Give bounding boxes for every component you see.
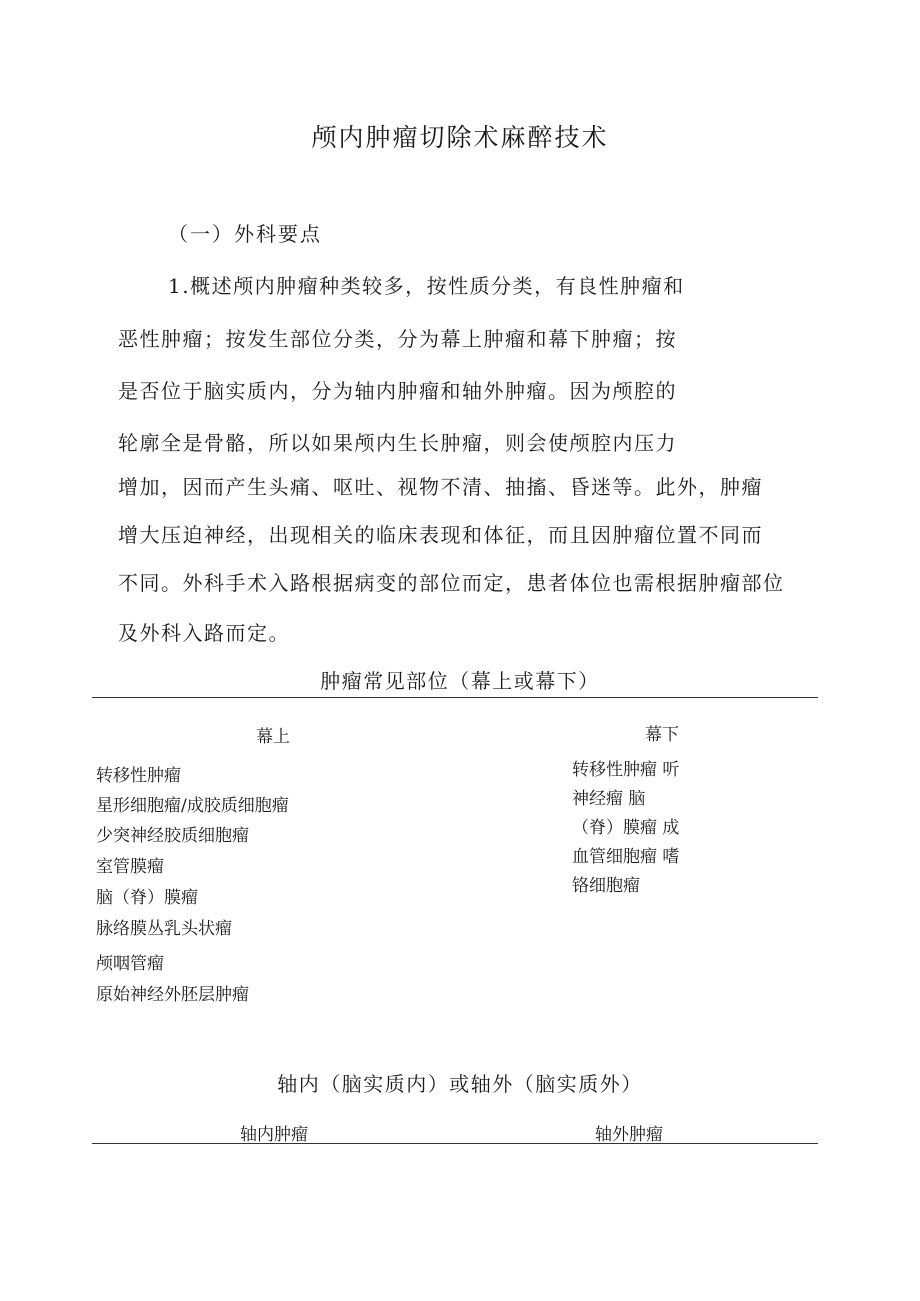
paragraph-line: 轮廓全是骨骼，所以如果颅内生长肿瘤，则会使颅腔内压力 (118, 431, 677, 455)
table1-caption: 肿瘤常见部位（幕上或幕下） (320, 669, 600, 693)
paragraph-line: 及外科入路而定。 (118, 621, 290, 645)
list-item: 铬细胞瘤 (572, 876, 640, 896)
table2-rule (92, 1143, 818, 1144)
table2-header-extra-axial: 轴外肿瘤 (595, 1125, 663, 1145)
list-item: 脉络膜丛乳头状瘤 (96, 919, 232, 939)
paragraph-line: 增加，因而产生头痛、呕吐、视物不清、抽搐、昏迷等。此外，肿瘤 (118, 475, 763, 499)
list-item: 星形细胞瘤/成胶质细胞瘤 (96, 796, 289, 816)
list-item: 神经瘤 脑 (572, 789, 646, 809)
document-title: 颅内肿瘤切除术麻醉技术 (311, 123, 609, 152)
list-item: 转移性肿瘤 听 (572, 760, 680, 780)
paragraph-line: 恶性肿瘤；按发生部位分类，分为幕上肿瘤和幕下肿瘤；按 (118, 327, 677, 351)
list-item: 原始神经外胚层肿瘤 (96, 985, 249, 1005)
section-heading: （一）外科要点 (168, 222, 322, 246)
table1-header-supratentorial: 幕上 (256, 727, 290, 747)
list-item: （脊）膜瘤 成 (572, 818, 680, 838)
table2-caption: 轴内（脑实质内）或轴外（脑实质外） (277, 1072, 643, 1096)
paragraph-line: 1.概述颅内肿瘤种类较多，按性质分类，有良性肿瘤和 (168, 274, 685, 298)
list-item: 转移性肿瘤 (96, 766, 181, 786)
paragraph-line: 不同。外科手术入路根据病变的部位而定，患者体位也需根据肿瘤部位 (118, 571, 785, 595)
table1-rule (92, 697, 818, 698)
table1-header-infratentorial: 幕下 (645, 725, 679, 745)
list-item: 少突神经胶质细胞瘤 (96, 826, 249, 846)
list-item: 室管膜瘤 (96, 857, 164, 877)
table2-header-intra-axial: 轴内肿瘤 (240, 1125, 308, 1145)
list-item: 颅咽管瘤 (96, 954, 164, 974)
paragraph-line: 是否位于脑实质内，分为轴内肿瘤和轴外肿瘤。因为颅腔的 (118, 379, 677, 403)
list-item: 血管细胞瘤 嗜 (572, 847, 680, 867)
paragraph-line: 增大压迫神经，出现相关的临床表现和体征，而且因肿瘤位置不同而 (118, 523, 763, 547)
list-item: 脑（脊）膜瘤 (96, 888, 198, 908)
